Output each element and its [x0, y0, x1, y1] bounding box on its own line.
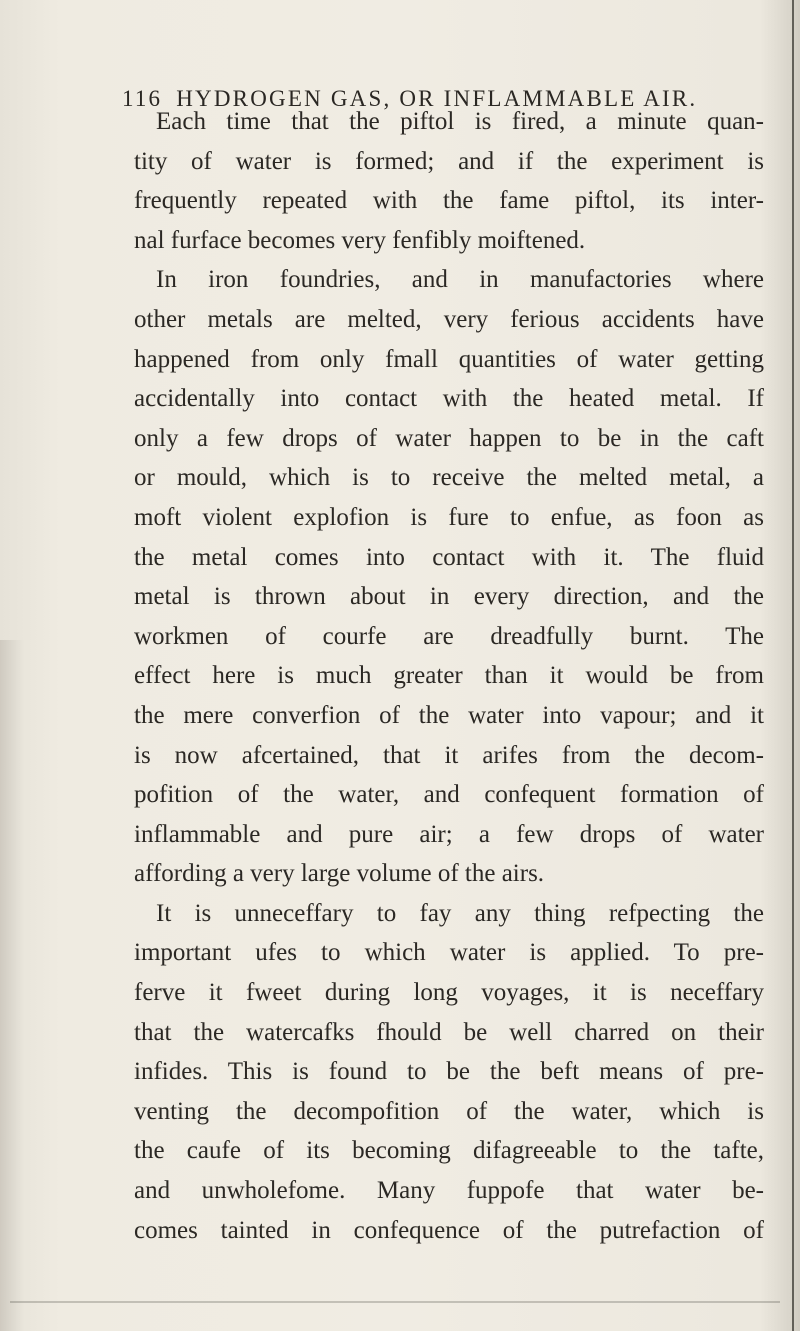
text-line: ferve it fweet during long voyages, it is neceffary: [134, 979, 764, 1007]
body-text: [134, 102, 764, 1250]
text-line: pofition of the water, and confequent formation of: [134, 781, 764, 809]
text-line: venting the decompofition of the water, which is: [134, 1097, 764, 1125]
page-edge: [792, 0, 794, 1331]
text-line: In iron foundries, and in manufactories where: [156, 266, 764, 294]
page-bottom-edge: [10, 1301, 780, 1303]
text-line: happened from only fmall quantities of water getting: [134, 345, 764, 373]
text-line: inflammable and pure air; a few drops of water: [134, 820, 764, 848]
text-line: Each time that the piftol is fired, a minute quan-: [156, 108, 764, 135]
text-line: workmen of courfe are dreadfully burnt. The: [134, 622, 764, 650]
text-line: It is unneceffary to fay any thing refpecting the: [156, 899, 764, 927]
page-number: 116: [122, 86, 163, 111]
text-line: nal furface becomes very fenfibly moiftened.: [134, 226, 586, 254]
text-line: other metals are melted, very ferious accidents have: [134, 305, 764, 333]
text-line: and unwholefome. Many fuppofe that water be-: [134, 1177, 764, 1205]
text-line: only a few drops of water happen to be in the caft: [134, 424, 764, 452]
text-line: moft violent explofion is fure to enfue, as foon as: [134, 503, 764, 531]
text-line: that the watercafks fhould be well charred on their: [134, 1018, 764, 1046]
text-line: is now afcertained, that it arifes from the decom-: [134, 741, 764, 769]
text-line: frequently repeated with the fame piftol, its inter-: [134, 187, 764, 215]
text-line: the caufe of its becoming difagreeable to the tafte,: [134, 1137, 764, 1165]
text-line: comes tainted in confequence of the putrefaction of: [134, 1216, 764, 1244]
text-line: or mould, which is to receive the melted metal, a: [134, 464, 764, 492]
text-line: metal is thrown about in every direction, and the: [134, 583, 764, 611]
text-line: the mere converfion of the water into vapour; and it: [134, 701, 764, 729]
page-gutter-shadow: [0, 640, 24, 1331]
text-line: tity of water is formed; and if the experiment is: [134, 147, 764, 175]
text-line: accidentally into contact with the heated metal. If: [134, 385, 764, 413]
running-title: HYDROGEN GAS, OR INFLAMMABLE AIR.: [176, 86, 698, 111]
text-line: important ufes to which water is applied. To pre-: [134, 939, 764, 967]
text-line: effect here is much greater than it would be from: [134, 662, 764, 690]
text-line: the metal comes into contact with it. The fluid: [134, 543, 764, 571]
text-line: infides. This is found to be the beft means of pre-: [134, 1058, 764, 1086]
text-line: affording a very large volume of the airs.: [134, 860, 545, 888]
